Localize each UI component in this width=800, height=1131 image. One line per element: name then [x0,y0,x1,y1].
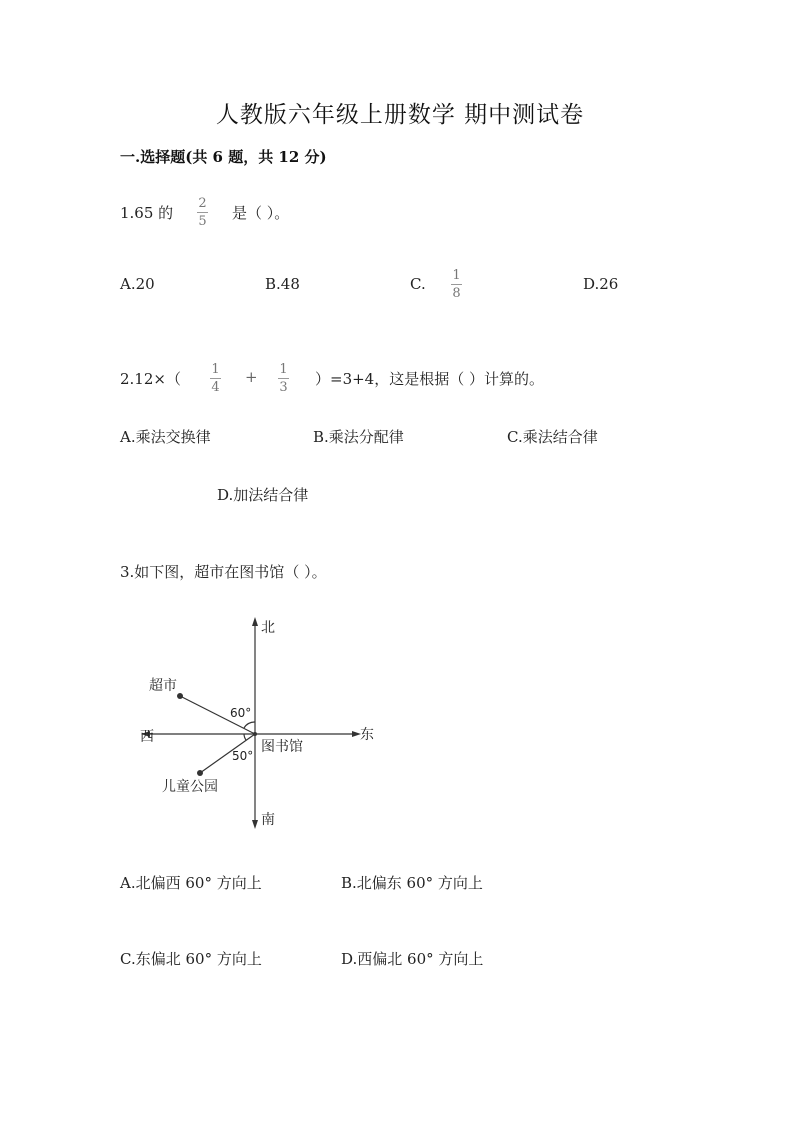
q1-option-c[interactable]: C. [410,275,426,293]
q2-stem-post: ）=3+4，这是根据（ ）计算的。 [315,370,544,388]
q3-option-d[interactable]: D.西偏北 60° 方向上 [341,950,484,968]
q2-f1-numerator: 1 [211,362,220,377]
q2-f1-denominator: 4 [211,380,220,395]
label-south: 南 [261,812,275,828]
fraction-bar [451,284,462,285]
angle-label-60: 60° [230,706,252,720]
q2-f2-numerator: 1 [279,362,288,377]
label-library: 图书馆 [261,739,303,755]
page-title: 人教版六年级上册数学 期中测试卷 [215,102,585,128]
q1-c-denominator: 8 [452,286,461,301]
label-north: 北 [261,620,275,636]
q1-frac-numerator: 2 [198,196,207,211]
q1-stem-pre: 1.65 的 [120,204,174,222]
supermarket-dot [177,693,183,699]
q2-plus-sign: + [245,368,258,386]
library-dot [253,732,257,736]
q2-option-d[interactable]: D.加法结合律 [217,486,309,504]
fraction-bar [278,378,289,379]
q1-option-b[interactable]: B.48 [265,275,300,293]
q2-option-a[interactable]: A.乘法交换律 [120,428,211,446]
label-park: 儿童公园 [162,779,218,795]
q2-option-b[interactable]: B.乘法分配律 [313,428,404,446]
q1-option-d[interactable]: D.26 [583,275,619,293]
section-heading: 一.选择题(共 6 题，共 12 分) [120,148,327,166]
q1-c-numerator: 1 [452,268,461,283]
q1-stem-post: 是（ ）。 [232,204,290,222]
label-east: 东 [360,727,374,743]
angle-arc-50 [244,734,246,740]
label-west: 西 [140,729,154,745]
q1-option-a[interactable]: A.20 [120,275,155,293]
angle-arc-60 [244,722,255,728]
q1-frac-denominator: 5 [198,214,207,229]
q2-fraction-2 [278,362,289,395]
angle-label-50: 50° [232,749,254,763]
south-arrow-icon [252,820,258,829]
q1-option-c-fraction [451,268,462,301]
north-arrow-icon [252,617,258,626]
q2-fraction-1 [210,362,221,395]
q2-stem-pre: 2.12×（ [120,370,181,388]
q2-f2-denominator: 3 [279,380,288,395]
q3-option-c[interactable]: C.东偏北 60° 方向上 [120,950,262,968]
label-supermarket: 超市 [149,678,177,694]
direction-diagram [130,610,390,835]
fraction-bar [210,378,221,379]
fraction-bar [197,212,208,213]
q3-stem: 3.如下图，超市在图书馆（ ）。 [120,563,327,581]
q3-option-a[interactable]: A.北偏西 60° 方向上 [120,874,262,892]
park-dot [197,770,203,776]
q2-option-c[interactable]: C.乘法结合律 [507,428,598,446]
q1-fraction [197,196,208,229]
q3-option-b[interactable]: B.北偏东 60° 方向上 [341,874,483,892]
